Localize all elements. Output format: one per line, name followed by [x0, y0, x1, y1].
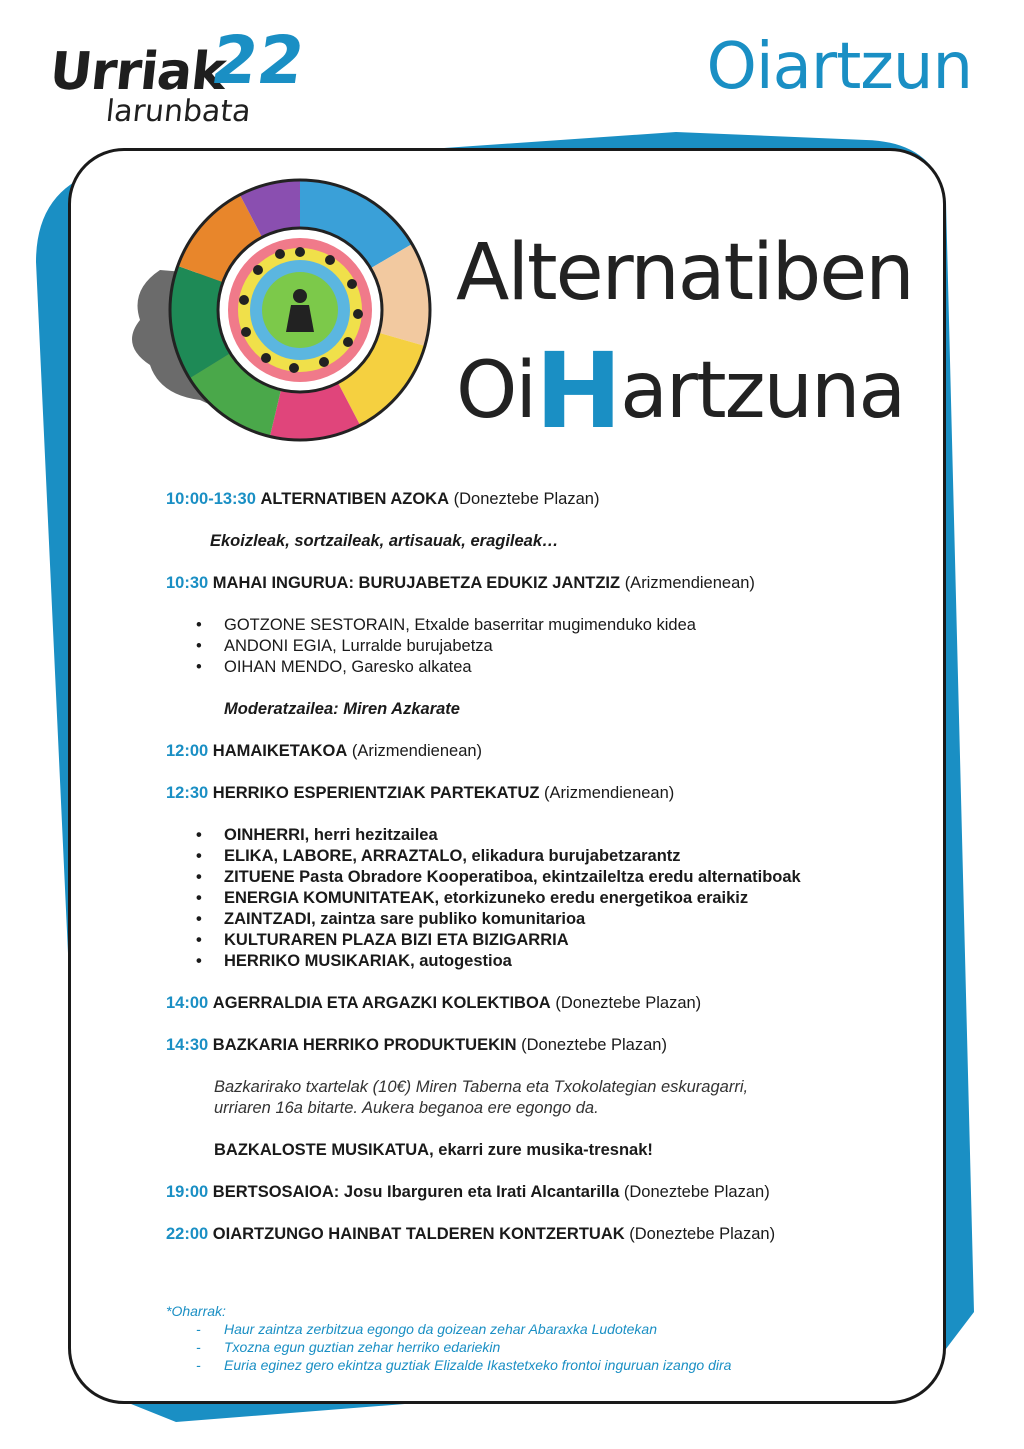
festival-title — [456, 228, 913, 452]
schedule-item-agerraldia — [166, 993, 896, 1014]
title-oi: Oi — [456, 346, 536, 436]
lunch-ticket-note: Bazkarirako txartelak (10€) Miren Taberna eta Txokolategian eskuragarri, — [214, 1078, 749, 1096]
item-place: (Doneztebe Plazan) — [623, 1183, 770, 1201]
list-item: • OINHERRI, herri hezitzailea — [224, 825, 896, 846]
list-item: • OIHAN MENDO, Garesko alkatea — [224, 657, 896, 678]
list-item: • KULTURAREN PLAZA BIZI ETA BIZIGARRIA — [224, 930, 896, 951]
item-title: BAZKARIA HERRIKO PRODUKTUEKIN — [212, 1036, 517, 1054]
item-title: OIARTZUNGO HAINBAT TALDEREN KONTZERTUAK — [212, 1225, 625, 1243]
item-title: MAHAI INGURUA: BURUJABETZA EDUKIZ JANTZIZ — [212, 574, 621, 592]
azoka-subtitle: Ekoizleak, sortzaileak, artisauak, eragileak… — [210, 532, 559, 550]
list-item: • HERRIKO MUSIKARIAK, autogestioa — [224, 951, 896, 972]
notes-section — [166, 1302, 886, 1374]
item-place: (Doneztebe Plazan) — [521, 1036, 667, 1054]
item-place: (Arizmendienean) — [544, 784, 675, 802]
item-time: 12:30 — [166, 784, 209, 802]
item-title: HAMAIKETAKOA — [212, 742, 348, 760]
schedule-item-azoka — [166, 489, 896, 510]
item-place: (Doneztebe Plazan) — [629, 1225, 776, 1243]
list-item: • ENERGIA KOMUNITATEAK, etorkizuneko eredu energetikoa eraikiz — [224, 888, 896, 909]
town-name: Oiartzun — [706, 30, 972, 104]
experience-list — [166, 825, 896, 972]
title-big-h: H — [535, 330, 621, 452]
date-weekday: larunbata — [104, 94, 253, 129]
item-time: 12:00 — [166, 742, 209, 760]
item-place: (Doneztebe Plazan) — [555, 994, 702, 1012]
after-lunch-music: BAZKALOSTE MUSIKATUA, ekarri zure musika-tresnak! — [214, 1141, 653, 1159]
schedule-item-esperientziak — [166, 783, 896, 804]
notes-heading: *Oharrak: — [166, 1303, 226, 1319]
village-circle-logo — [120, 170, 450, 450]
list-item: • ANDONI EGIA, Lurralde burujabetza — [224, 636, 896, 657]
item-place: (Arizmendienean) — [624, 574, 755, 592]
item-time: 14:00 — [166, 994, 209, 1012]
schedule-item-hamaiketakoa — [166, 741, 896, 762]
date-day: 22 — [206, 22, 310, 99]
list-item: • ELIKA, LABORE, ARRAZTALO, elikadura burujabetzarantz — [224, 846, 896, 867]
schedule-item-bertsosaioa — [166, 1182, 896, 1203]
moderator: Moderatzailea: Miren Azkarate — [224, 700, 460, 718]
schedule-item-mahai-ingurua — [166, 573, 896, 594]
event-date — [46, 22, 310, 132]
title-line-1: Alternatiben — [456, 228, 913, 318]
item-place: (Doneztebe Plazan) — [453, 490, 600, 508]
title-artzuna: artzuna — [620, 346, 905, 436]
list-item: • GOTZONE SESTORAIN, Etxalde baserritar mugimenduko kidea — [224, 615, 896, 636]
schedule-item-kontzertuak — [166, 1224, 896, 1245]
title-line-2 — [456, 320, 905, 452]
list-item: - Txozna egun guztian zehar herriko edariekin — [224, 1338, 886, 1356]
schedule-item-bazkaria — [166, 1035, 896, 1056]
item-title: ALTERNATIBEN AZOKA — [260, 490, 450, 508]
speaker-list — [166, 615, 896, 678]
item-title: AGERRALDIA ETA ARGAZKI KOLEKTIBOA — [212, 994, 551, 1012]
item-time: 10:30 — [166, 574, 209, 592]
item-title: HERRIKO ESPERIENTZIAK PARTEKATUZ — [212, 784, 540, 802]
list-item: • ZAINTZADI, zaintza sare publiko komunitarioa — [224, 909, 896, 930]
item-title: BERTSOSAIOA: Josu Ibarguren eta Irati Alcantarilla — [212, 1183, 620, 1201]
list-item: - Haur zaintza zerbitzua egongo da goizean zehar Abaraxka Ludotekan — [224, 1320, 886, 1338]
item-time: 10:00-13:30 — [166, 490, 256, 508]
program-schedule — [166, 489, 896, 1245]
lunch-vegan-note: urriaren 16a bitarte. Aukera beganoa ere egongo da. — [214, 1099, 599, 1117]
list-item: - Euria eginez gero ekintza guztiak Elizalde Ikastetxeko frontoi inguruan izango dira — [224, 1356, 886, 1374]
item-time: 22:00 — [166, 1225, 209, 1243]
date-month: Urriak — [46, 42, 229, 102]
notes-list — [166, 1320, 886, 1374]
list-item: • ZITUENE Pasta Obradore Kooperatiboa, ekintzaileltza eredu alternatiboak — [224, 867, 896, 888]
item-place: (Arizmendienean) — [351, 742, 483, 760]
item-time: 19:00 — [166, 1183, 209, 1201]
item-time: 14:30 — [166, 1036, 209, 1054]
